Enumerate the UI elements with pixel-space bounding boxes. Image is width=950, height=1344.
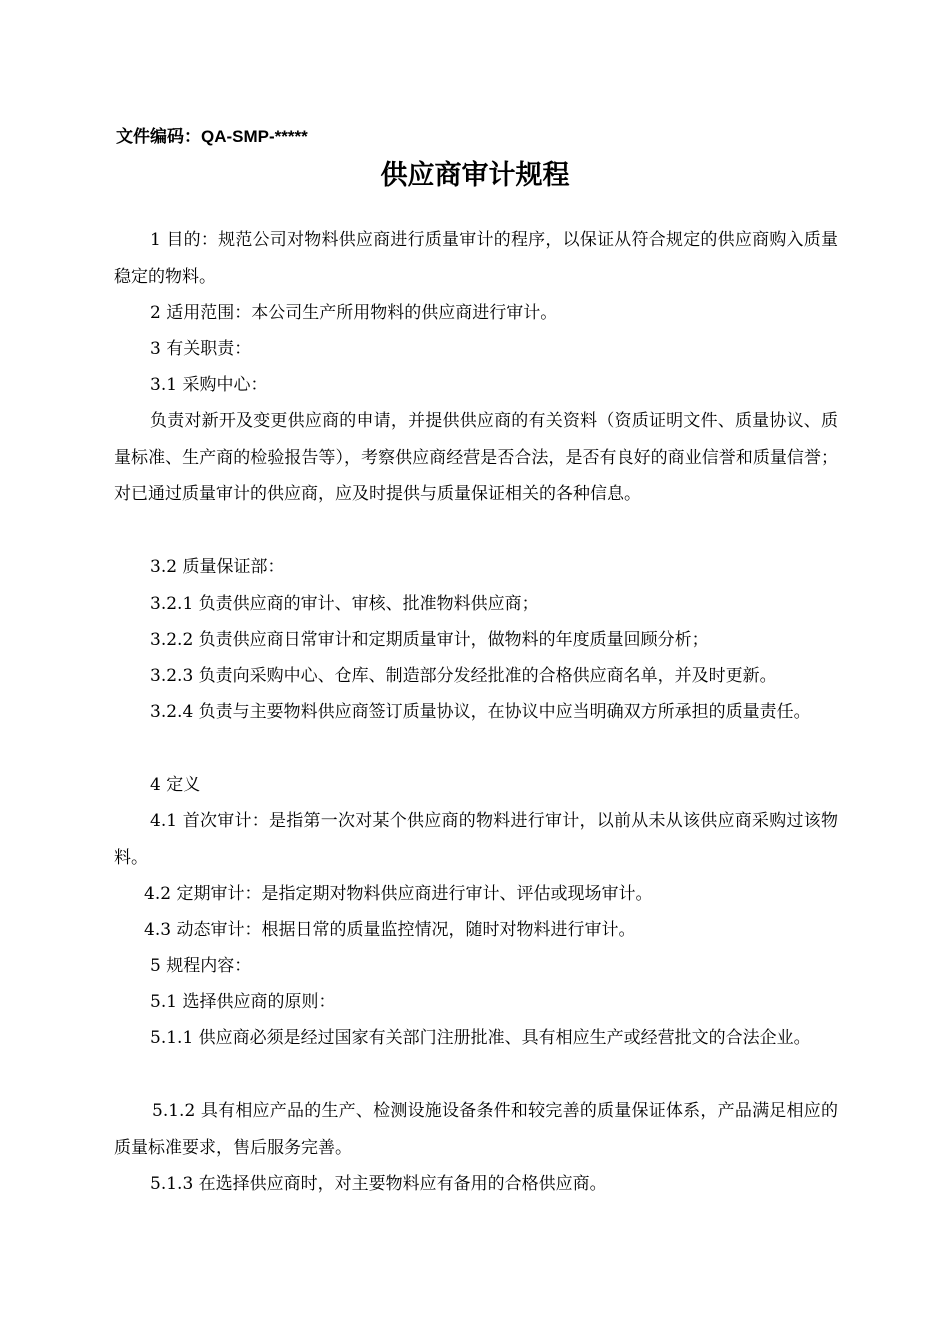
paragraph-3-2-1: 3.2.1 负责供应商的审计、审核、批准物料供应商；: [150, 594, 539, 614]
paragraph-responsibilities: 3 有关职责：: [150, 339, 252, 359]
paragraph-4-1: 4.1 首次审计：是指第一次对某个供应商的物料进行审计，以前从未从该供应商采购过该物料。: [114, 811, 838, 868]
paragraph-definitions: 4 定义: [150, 775, 201, 795]
paragraph-3-2-3: 3.2.3 负责向采购中心、仓库、制造部分发经批准的合格供应商名单，并及时更新。: [150, 666, 777, 686]
paragraph-4-2: 4.2 定期审计：是指定期对物料供应商进行审计、评估或现场审计。: [144, 884, 653, 904]
document-code: 文件编码：QA-SMP-*****: [116, 127, 308, 146]
paragraph-3-1-body: 负责对新开及变更供应商的申请，并提供供应商的有关资料（资质证明文件、质量协议、质量标准、生产商的检验报告等），考察供应商经营是否合法，是否有良好的商业信誉和质量信誉；对已通过质量审计的供应商，应及时提供与质量保证相关的各种信息。: [114, 411, 838, 504]
paragraph-4-3: 4.3 动态审计：根据日常的质量监控情况，随时对物料进行审计。: [144, 920, 636, 940]
paragraph-procedure: 5 规程内容：: [150, 956, 252, 976]
paragraph-3-2: 3.2 质量保证部：: [150, 557, 285, 577]
paragraph-3-1: 3.1 采购中心：: [150, 375, 268, 395]
paragraph-5-1-2: 5.1.2 具有相应产品的生产、检测设施设备条件和较完善的质量保证体系，产品满足相应的质量标准要求，售后服务完善。: [114, 1101, 838, 1158]
document-title: 供应商审计规程: [380, 160, 570, 191]
paragraph-3-2-4: 3.2.4 负责与主要物料供应商签订质量协议，在协议中应当明确双方所承担的质量责任。: [150, 702, 811, 722]
paragraph-3-2-2: 3.2.2 负责供应商日常审计和定期质量审计，做物料的年度质量回顾分析；: [150, 630, 709, 650]
paragraph-purpose: 1 目的：规范公司对物料供应商进行质量审计的程序，以保证从符合规定的供应商购入质量稳定的物料。: [114, 230, 838, 287]
paragraph-5-1: 5.1 选择供应商的原则：: [150, 992, 336, 1012]
paragraph-scope: 2 适用范围：本公司生产所用物料的供应商进行审计。: [150, 303, 558, 323]
paragraph-5-1-3: 5.1.3 在选择供应商时，对主要物料应有备用的合格供应商。: [150, 1174, 607, 1194]
paragraph-5-1-1: 5.1.1 供应商必须是经过国家有关部门注册批准、具有相应生产或经营批文的合法企业。: [150, 1028, 811, 1048]
